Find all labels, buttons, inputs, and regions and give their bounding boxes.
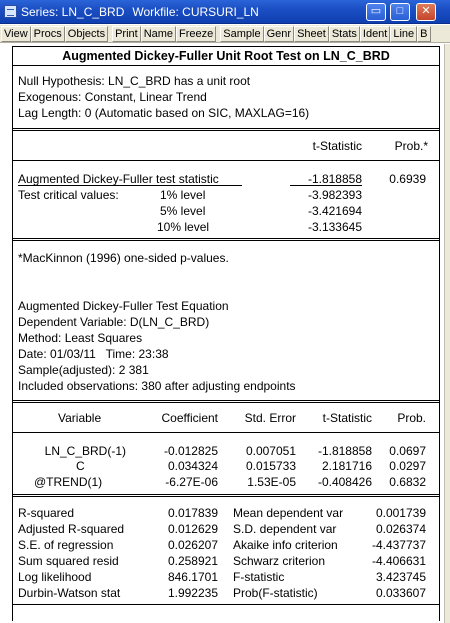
- adf-prob-value: 0.6939: [389, 172, 426, 186]
- coef-header: Std. Error: [244, 411, 296, 425]
- exogenous-line: Exogenous: Constant, Linear Trend: [18, 90, 207, 104]
- tstat-value: -0.408426: [317, 475, 372, 489]
- separator: [13, 494, 439, 497]
- coef-value: 0.034324: [167, 459, 218, 473]
- stderr-value: 1.53E-05: [247, 475, 296, 489]
- stat-value: 3.423745: [375, 570, 426, 584]
- stats-button[interactable]: Stats: [329, 26, 360, 42]
- stat-value: 846.1701: [167, 570, 218, 584]
- separator: [13, 432, 439, 433]
- coef-variable: C: [76, 459, 85, 473]
- name-button[interactable]: Name: [141, 26, 176, 42]
- window-titlebar[interactable]: [0, 0, 450, 24]
- line-button[interactable]: Line: [390, 26, 417, 42]
- adf-label-underline: [18, 185, 242, 186]
- coef-header: Variable: [58, 411, 102, 425]
- prob-value: 0.6832: [389, 475, 426, 489]
- dependent-variable: Dependent Variable: D(LN_C_BRD): [18, 315, 210, 329]
- stat-value: 0.033607: [375, 586, 426, 600]
- close-icon[interactable]: ✕: [416, 3, 436, 21]
- stat-label: Adjusted R-squared: [18, 522, 125, 536]
- stat-value: 1.992235: [167, 586, 218, 600]
- stat-value: 0.258921: [167, 554, 218, 568]
- tstat-value: 2.181716: [321, 459, 372, 473]
- separator: [13, 400, 439, 403]
- mackinnon-footnote: *MacKinnon (1996) one-sided p-values.: [18, 251, 229, 265]
- view-button[interactable]: View: [1, 26, 31, 42]
- procs-button[interactable]: Procs: [31, 26, 65, 42]
- stderr-value: 0.007051: [245, 444, 296, 458]
- freeze-button[interactable]: Freeze: [176, 26, 216, 42]
- coef-value: -6.27E-06: [165, 475, 218, 489]
- bar-button[interactable]: B: [417, 26, 430, 42]
- stat-value: 0.026207: [167, 538, 218, 552]
- stat-label: Sum squared resid: [18, 554, 119, 568]
- stat-label: Schwarz criterion: [233, 554, 326, 568]
- stat-label: S.E. of regression: [18, 538, 114, 552]
- stat-label: R-squared: [18, 506, 75, 520]
- coef-header: t-Statistic: [322, 411, 372, 425]
- coef-variable: @TREND(1): [34, 475, 103, 489]
- coef-header: Prob.: [397, 411, 426, 425]
- null-hypothesis: Null Hypothesis: LN_C_BRD has a unit root: [18, 74, 251, 88]
- series-title: Series: LN_C_BRD: [21, 5, 125, 19]
- stat-value: -4.406631: [371, 554, 426, 568]
- stat-value: 0.012629: [167, 522, 218, 536]
- critical-level: 5% level: [160, 204, 206, 218]
- stat-label: Durbin-Watson stat: [18, 586, 121, 600]
- genr-button[interactable]: Genr: [264, 26, 294, 42]
- maximize-icon[interactable]: □: [390, 3, 410, 21]
- separator: [13, 604, 439, 605]
- stat-value: 0.017839: [167, 506, 218, 520]
- report-view: [0, 44, 444, 623]
- date-line: Date: 01/03/11 Time: 23:38: [18, 347, 169, 361]
- prob-header: Prob.*: [394, 139, 428, 153]
- method-line: Method: Least Squares: [18, 331, 143, 345]
- equation-title: Augmented Dickey-Fuller Test Equation: [18, 299, 229, 313]
- report-title: Augmented Dickey-Fuller Unit Root Test on LN_C_BRD: [12, 46, 440, 66]
- sheet-button[interactable]: Sheet: [294, 26, 329, 42]
- lag-length-line: Lag Length: 0 (Automatic based on SIC, MAXLAG=16): [18, 106, 310, 120]
- critical-value: -3.982393: [307, 188, 362, 202]
- coef-value: -0.012825: [163, 444, 218, 458]
- separator: [13, 128, 439, 131]
- tstat-header: t-Statistic: [312, 139, 362, 153]
- ident-button[interactable]: Ident: [360, 26, 390, 42]
- stat-label: Mean dependent var: [233, 506, 344, 520]
- objects-button[interactable]: Objects: [65, 26, 108, 42]
- sample-line: Sample(adjusted): 2 381: [18, 363, 149, 377]
- stat-label: F-statistic: [233, 570, 285, 584]
- critical-values-label: Test critical values:: [18, 188, 119, 202]
- separator: [13, 238, 439, 241]
- critical-value: -3.133645: [307, 220, 362, 234]
- critical-level: 10% level: [157, 220, 210, 234]
- coef-header: Coefficient: [161, 411, 218, 425]
- adf-stat-label: Augmented Dickey-Fuller test statistic: [18, 172, 219, 186]
- stat-label: Log likelihood: [18, 570, 92, 584]
- stat-label: S.D. dependent var: [233, 522, 337, 536]
- critical-level: 1% level: [160, 188, 206, 202]
- stat-label: Prob(F-statistic): [233, 586, 318, 600]
- minimize-icon[interactable]: ▭: [366, 3, 386, 21]
- sample-button[interactable]: Sample: [220, 26, 263, 42]
- prob-value: 0.0297: [389, 459, 426, 473]
- stat-value: 0.001739: [375, 506, 426, 520]
- separator: [13, 160, 439, 161]
- series-toolbar: [0, 25, 450, 43]
- stderr-value: 0.015733: [245, 459, 296, 473]
- print-button[interactable]: Print: [112, 26, 141, 42]
- window-title: [21, 5, 259, 19]
- stat-value: -4.437737: [371, 538, 426, 552]
- prob-value: 0.0697: [389, 444, 426, 458]
- tstat-value: -1.818858: [317, 444, 372, 458]
- included-observations: Included observations: 380 after adjusting endpoints: [18, 379, 296, 393]
- critical-value: -3.421694: [307, 204, 362, 218]
- adf-value-underline: [290, 185, 362, 186]
- adf-tstat-value: -1.818858: [307, 172, 362, 186]
- workfile-title: Workfile: CURSURI_LN: [132, 5, 259, 19]
- vertical-scrollbar[interactable]: [444, 44, 450, 623]
- series-window-icon: [4, 5, 17, 18]
- stat-label: Akaike info criterion: [233, 538, 338, 552]
- coef-variable: LN_C_BRD(-1): [44, 444, 126, 458]
- stat-value: 0.026374: [375, 522, 426, 536]
